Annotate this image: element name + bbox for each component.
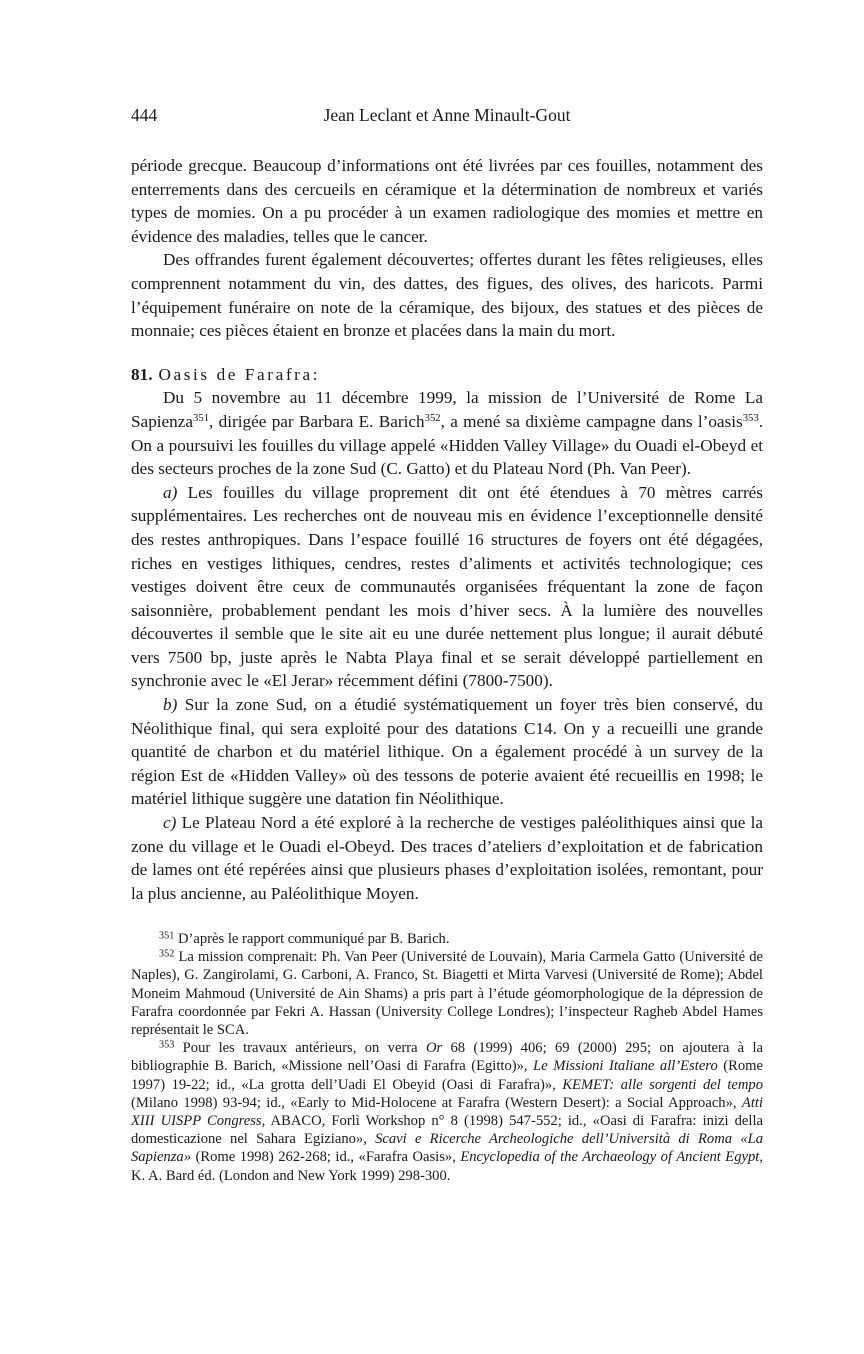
running-title: Jean Leclant et Anne Minault-Gout — [323, 105, 571, 125]
paragraph — [131, 693, 763, 811]
citation-title: Scavi e Ricerche Archeologiche dell’Università di Roma «La Sapienza» — [131, 1131, 763, 1166]
citation-title: Le Missioni Italiane all’Estero — [533, 1058, 718, 1075]
footnote-ref: 353 — [742, 413, 759, 425]
footnote — [131, 948, 763, 1039]
text-run: . On a poursuivi les fouilles du village appelé «Hidden Valley Village» du Ouadi el-Obeyd et des secteurs proches de la zone Sud (C. Gatto) et du Plateau Nord (Ph. Van Peer). — [131, 411, 763, 479]
footnote-text: La mission comprenait: Ph. Van Peer (Université de Louvain), Maria Carmela Gatto (Université de Naples), G. Zangirolami, G. Carboni, A. Franco, St. Biagetti et Mirta Varvesi (Université de Rome); Abdel Moneim Mahmoud (Université de Ain Shams) a pris part à l’étude géomorphologique de la dépression de Farafra coordonnée par Fekri A. Hassan (University College Londres); l’inspecteur Ragheb Abdel Hames représentait le SCA. — [131, 949, 763, 1039]
paragraph — [131, 386, 763, 480]
footnote-ref: 351 — [193, 413, 210, 425]
footnote-mark: 351 — [159, 930, 175, 942]
text-run: Sur la zone Sud, on a étudié systématiquement un foyer très bien conservé, du Néolithique final, qui sera exploité pour des datations C14. On y a recueilli une grande quantité de charbon et du matériel lithique. On a également procédé à un survey de la région Est de «Hidden Valley» où des tessons de poterie avaient été recueillis en 1998; le matériel lithique suggère une datation fin Néolithique. — [131, 695, 763, 809]
footnote-text: (Rome 1997) 19-22; id., «La grotta dell’Uadi El Obeyid (Oasi di Farafra)», — [131, 1058, 763, 1093]
footnotes — [131, 930, 763, 1185]
text-run: , a mené sa dixième campagne dans l’oasis — [440, 411, 743, 431]
footnote-ref: 352 — [424, 413, 441, 425]
text-run: Le Plateau Nord a été exploré à la recherche de vestiges paléolithiques ainsi que la zone du village et le Ouadi el-Obeyd. Des traces d’ateliers d’exploitation et de fabrication de lames ont été repérées ainsi que plusieurs phases d’exploitation isolées, remontant, pour la plus ancienne, au Paléolithique Moyen. — [131, 813, 763, 903]
section-number: 81. — [131, 364, 153, 384]
section-heading — [131, 363, 763, 387]
paragraph — [131, 811, 763, 905]
footnote-text: Pour les travaux antérieurs, on verra — [174, 1040, 426, 1057]
item-label: b) — [163, 695, 178, 715]
page-number: 444 — [131, 105, 158, 125]
footnote-mark: 352 — [159, 948, 175, 960]
citation-title: KEMET: alle sorgenti del tempo — [562, 1076, 763, 1093]
text-run: Les fouilles du village proprement dit ont été étendues à 70 mètres carrés supplémentaires. Les recherches ont de nouveau mis en évidence l’exceptionnelle densité des restes anthropiques. Dans l’espace fouillé 16 structures de foyers ont été dégagées, riches en vestiges lithiques, cendres, restes d’aliments et activités technologique; ces vestiges doivent être ceux de communautés organisées fréquentant la zone de façon saisonnière, probablement pendant les mois d’hiver secs. À la lumière des nouvelles découvertes il semble que le site ait eu une durée nettement plus longue; il aurait débuté vers 7500 bp, juste après le Nabta Playa final et se serait développé partiellement en synchronie avec le «El Jerar» récemment défini (7800-7500). — [131, 482, 763, 691]
footnote-text: 68 (1999) 406; 69 (2000) 295; on ajoutera à la bibliographie B. Barich, «Missione nell’Oasi di Farafra (Egitto)», — [131, 1040, 763, 1075]
item-label: c) — [163, 813, 177, 833]
text-run: , dirigée par Barbara E. Barich — [209, 411, 425, 431]
page-header — [131, 105, 763, 133]
citation-title: Or — [425, 1040, 443, 1057]
footnote-text: (Milano 1998) 93-94; id., «Early to Mid-Holocene at Farafra (Western Desert): a Social Approach», — [131, 1094, 742, 1111]
footnote-text: (Rome 1998) 262-268; id., «Farafra Oasis», — [191, 1149, 461, 1166]
footnote — [131, 930, 763, 948]
footnote-text: , K. A. Bard éd. (London and New York 1999) 298-300. — [131, 1149, 763, 1184]
footnote-text: , ABACO, Forlì Workshop n° 8 (1998) 547-552; id., «Oasi di Farafra: inizi della domesticazione nel Sahara Egiziano», — [131, 1113, 763, 1148]
main-text — [131, 154, 763, 905]
item-label: a) — [163, 482, 178, 502]
citation-title: Atti XIII UISPP Congress — [131, 1094, 763, 1130]
paragraph: période grecque. Beaucoup d’informations ont été livrées par ces fouilles, notamment des enterrements dans des cercueils en céramique et la détermination de nombreux et variés types de momies. On a pu procéder à un examen radiologique des momies et mettre en évidence des maladies, telles que le cancer. — [131, 156, 763, 246]
footnote — [131, 1039, 763, 1185]
citation-title: Encyclopedia of the Archaeology of Ancient Egypt — [460, 1149, 760, 1166]
footnote-text: D’après le rapport communiqué par B. Barich. — [174, 931, 450, 947]
paragraph — [131, 481, 763, 693]
section-title: Oasis de Farafra: — [158, 364, 321, 384]
paragraph: Des offrandes furent également découvertes; offertes durant les fêtes religieuses, elles comprennent notamment du vin, des dattes, des figues, des olives, des haricots. Parmi l’équipement funéraire on note de la céramique, des bijoux, des statues et des pièces de monnaie; ces pièces étaient en bronze et placées dans la main du mort. — [131, 250, 763, 341]
footnote-mark: 353 — [159, 1039, 175, 1051]
text-run: Du 5 novembre au 11 décembre 1999, la mission de l’Université de Rome La Sapienza — [131, 388, 763, 431]
